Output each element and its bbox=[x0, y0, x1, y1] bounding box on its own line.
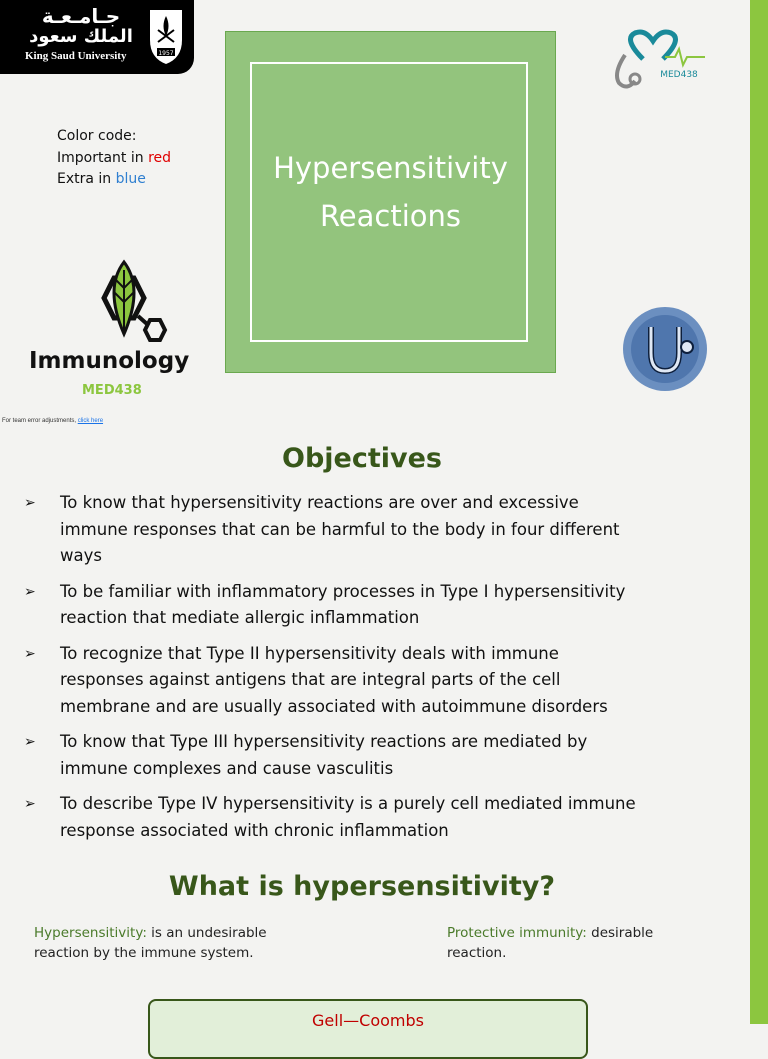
objective-text: To know that hypersensitivity reactions are over and excessive immune responses that can be harmful to the body in four different ways bbox=[60, 493, 620, 565]
list-item bbox=[24, 490, 644, 570]
gell-coombs-title: Gell—Coombs bbox=[312, 1011, 424, 1030]
arrow-bullet-icon: ➢ bbox=[24, 495, 36, 511]
important-prefix: Important in bbox=[57, 149, 149, 166]
immunology-logo-word: Immunology bbox=[29, 348, 190, 374]
extra-line bbox=[57, 169, 171, 191]
med-logo-text: MED438 bbox=[660, 70, 698, 80]
arrow-bullet-icon: ➢ bbox=[24, 645, 36, 662]
immunology-logo-course: MED438 bbox=[82, 383, 142, 398]
what-is-hypersensitivity-heading: What is hypersensitivity? bbox=[168, 871, 556, 902]
protective-immunity-term: Protective immunity: bbox=[447, 925, 587, 941]
objectives-list bbox=[24, 490, 644, 853]
right-accent-bar bbox=[750, 0, 768, 1024]
ksu-emblem-year: 1957 bbox=[158, 50, 174, 57]
arrow-bullet-icon: ➢ bbox=[24, 796, 36, 812]
objectives-heading: Objectives bbox=[282, 443, 442, 474]
page-title bbox=[226, 144, 555, 240]
list-item bbox=[24, 641, 644, 721]
click-here-link[interactable]: click here bbox=[77, 418, 104, 424]
ksu-emblem-icon bbox=[146, 6, 186, 66]
extra-prefix: Extra in bbox=[57, 171, 116, 187]
hypersensitivity-term: Hypersensitivity: bbox=[34, 925, 147, 941]
ksu-logo bbox=[0, 0, 194, 74]
important-line bbox=[57, 148, 171, 170]
arrow-bullet-icon: ➢ bbox=[24, 583, 36, 600]
reviewed-badge-icon bbox=[613, 305, 713, 395]
protective-immunity-definition bbox=[447, 923, 707, 963]
title-box bbox=[225, 31, 556, 373]
important-color-word: red bbox=[148, 149, 172, 166]
gell-coombs-box bbox=[148, 999, 588, 1059]
color-code-legend bbox=[57, 126, 171, 191]
ksu-arabic-line1: جـامـعـة bbox=[41, 4, 121, 28]
color-code-label-line bbox=[57, 126, 171, 148]
med438-heart-logo-icon bbox=[605, 25, 715, 95]
objective-text: To describe Type IV hypersensitivity is a purely cell mediated immune response associated with chronic inflammation bbox=[60, 794, 636, 840]
objective-text: To know that Type III hypersensitivity reactions are mediated by immune complexes and cause vasculitis bbox=[60, 732, 588, 778]
team-error-note bbox=[2, 418, 103, 424]
extra-color-word: blue bbox=[115, 171, 146, 187]
title-line1: Hypersensitivity bbox=[273, 151, 508, 185]
color-code-colon: : bbox=[131, 128, 137, 144]
arrow-bullet-icon: ➢ bbox=[24, 734, 36, 750]
list-item bbox=[24, 579, 644, 632]
immunology-leaf-icon bbox=[80, 258, 170, 348]
hypersensitivity-definition bbox=[34, 923, 324, 963]
protective-immunity-def-text: desirable reaction. bbox=[447, 925, 654, 961]
list-item bbox=[24, 729, 644, 782]
ksu-english-name: King Saud University bbox=[25, 50, 127, 62]
hypersensitivity-def-text: is an undesirable reaction by the immune system. bbox=[34, 925, 267, 961]
title-line2: Reactions bbox=[319, 199, 462, 233]
color-code-label: Color code bbox=[57, 128, 132, 144]
objective-text: To recognize that Type II hypersensitivity deals with immune responses against antigens that are integral parts of the cell membrane and are usually associated with autoimmune disorders bbox=[60, 643, 608, 716]
list-item bbox=[24, 791, 644, 844]
ksu-arabic-line2: الملك سعود bbox=[29, 26, 133, 47]
team-error-text: For team error adjustments, bbox=[2, 418, 78, 424]
objective-text: To be familiar with inflammatory processes in Type I hypersensitivity reaction that mediate allergic inflammation bbox=[60, 581, 626, 627]
